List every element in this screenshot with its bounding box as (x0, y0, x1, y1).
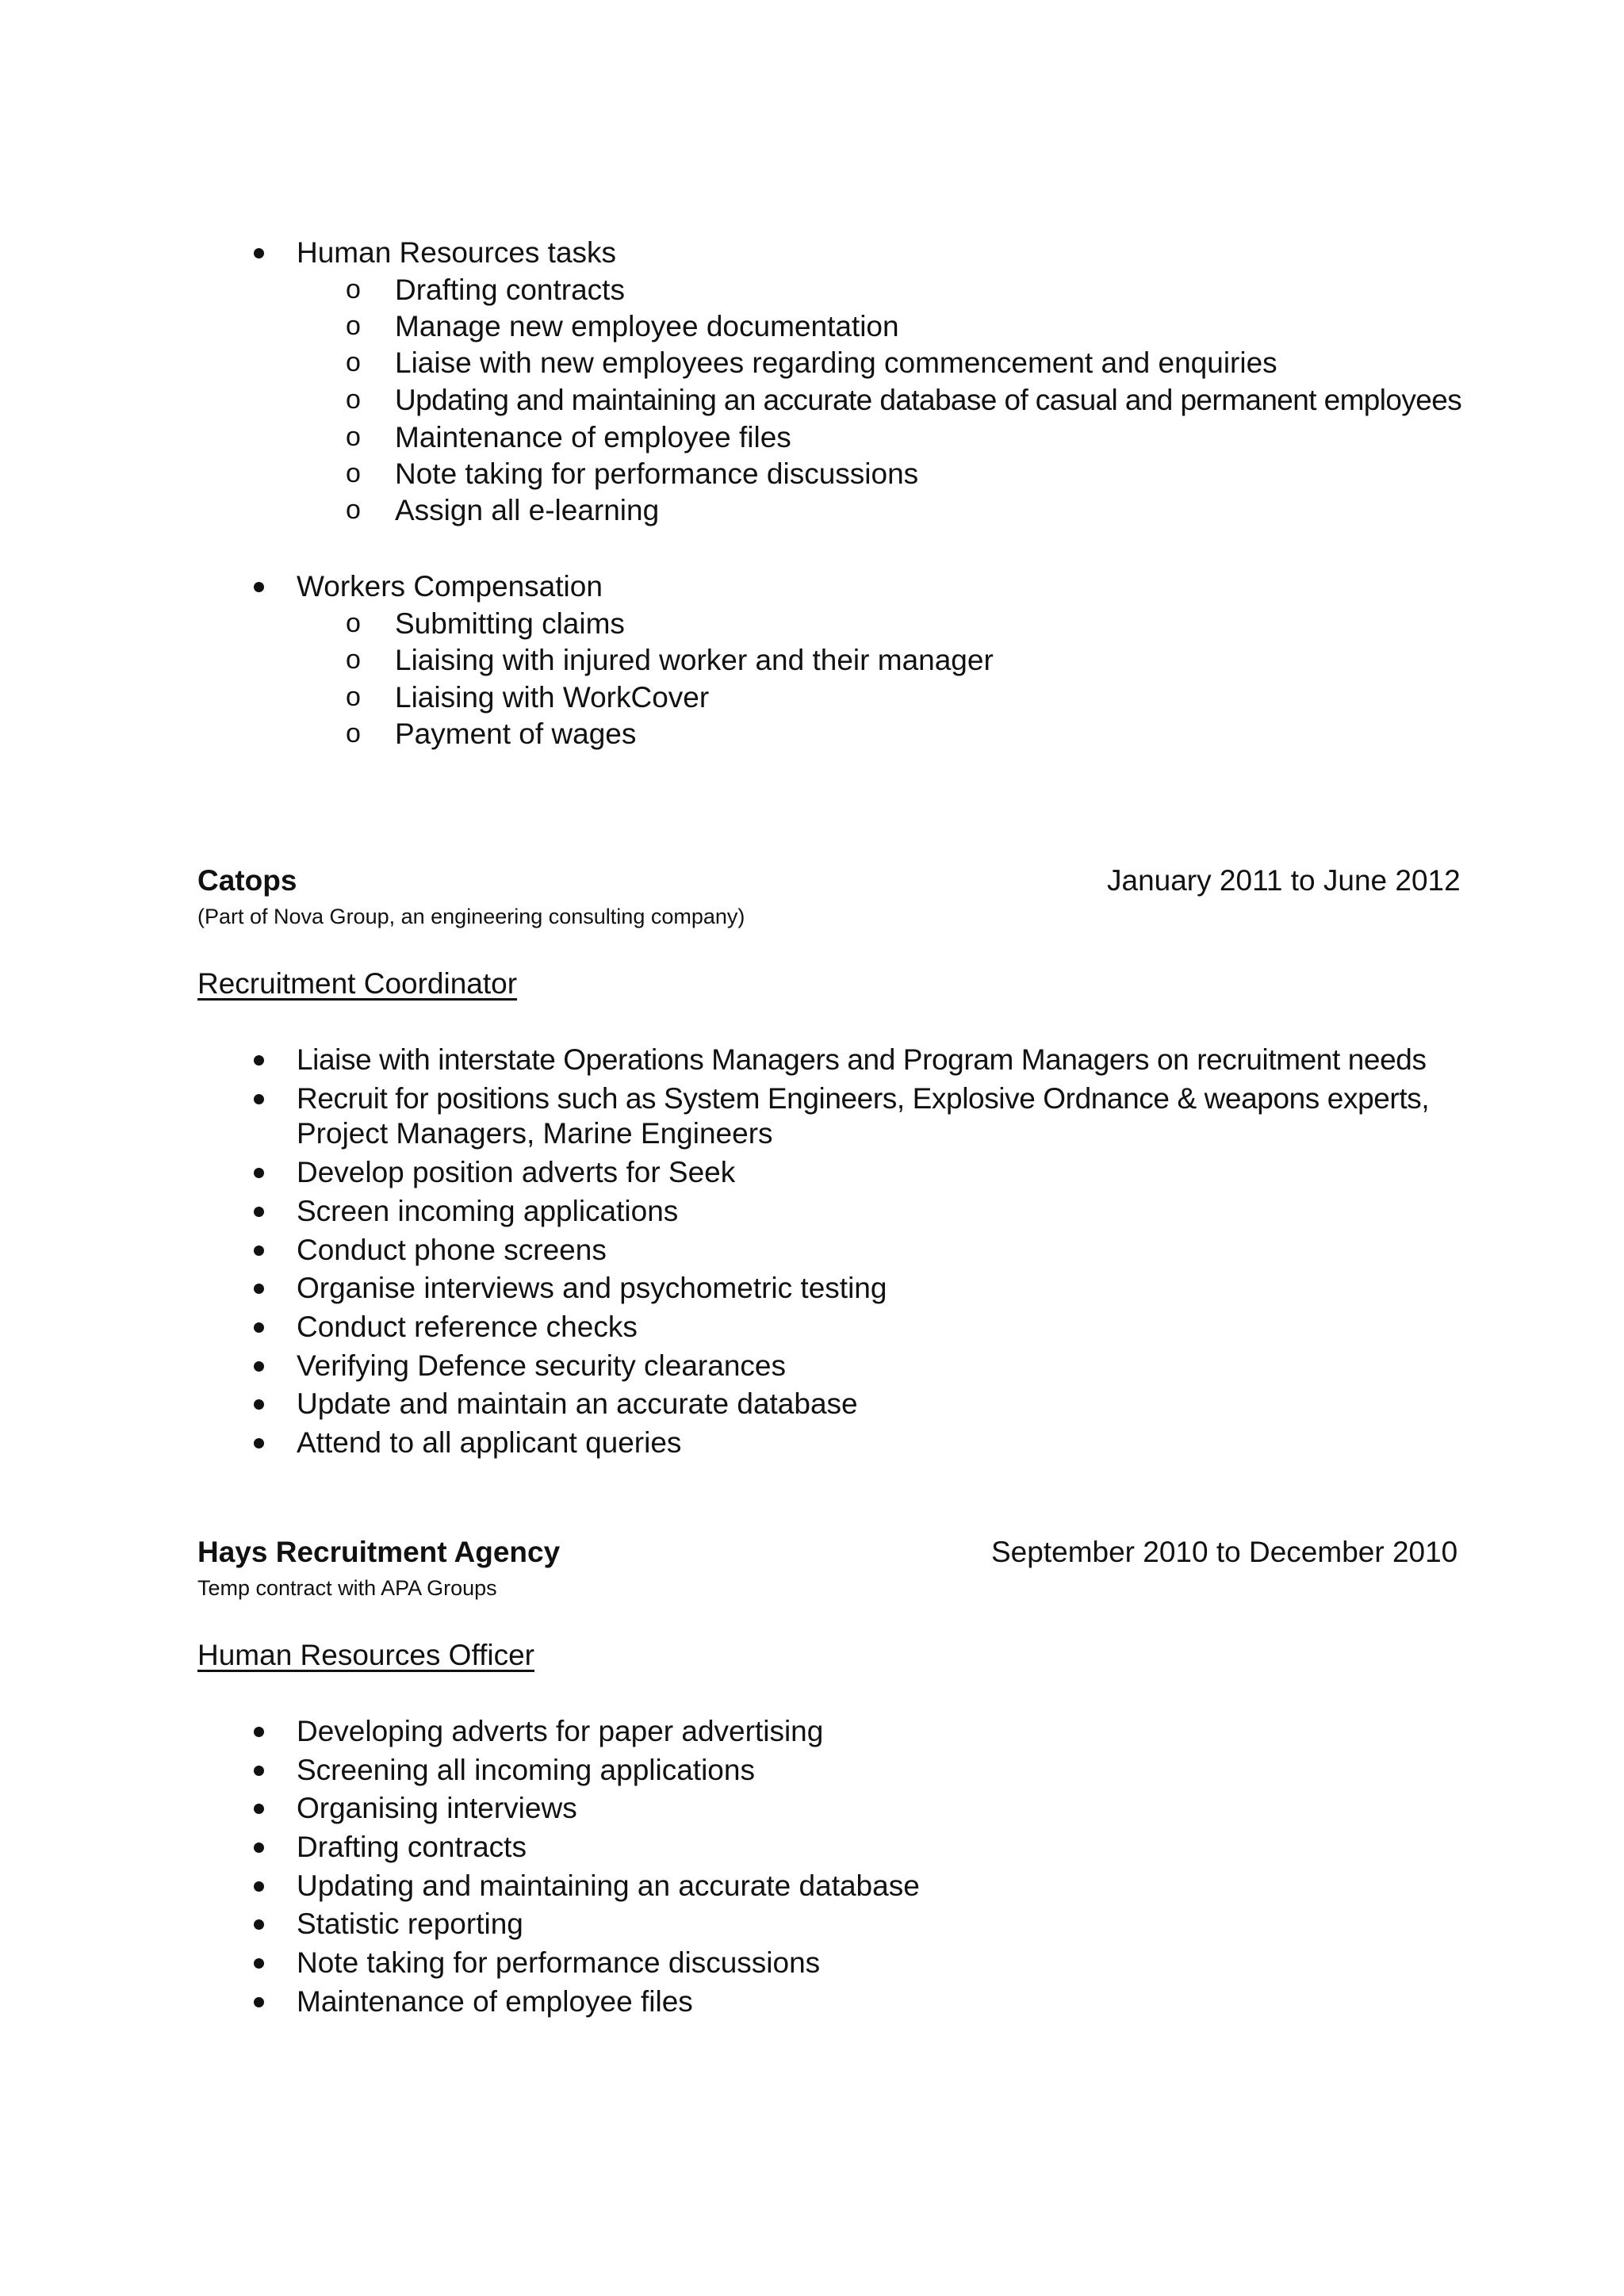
hays-duty: Statistic reporting (297, 1908, 523, 1940)
catops-duty: Conduct phone screens (297, 1234, 607, 1266)
workers-comp-item: Liaising with WorkCover (395, 681, 710, 714)
catops-company-name: Catops (197, 864, 297, 897)
sub-bullet-icon: o (346, 274, 361, 304)
bullet-icon (254, 1168, 264, 1178)
workers-comp-item: Payment of wages (395, 718, 637, 750)
bullet-icon (254, 1322, 264, 1333)
hays-duty: Updating and maintaining an accurate database (297, 1869, 920, 1902)
bullet-icon (254, 1284, 264, 1294)
hays-duty: Note taking for performance discussions (297, 1946, 821, 1979)
catops-duty: Attend to all applicant queries (297, 1426, 682, 1459)
workers-comp-title: Workers Compensation (297, 570, 603, 603)
bullet-icon (254, 248, 264, 258)
bullet-icon (254, 1843, 264, 1853)
bullet-icon (254, 1997, 264, 2007)
bullet-icon (254, 1438, 264, 1448)
catops-role-title: Recruitment Coordinator (197, 967, 518, 1000)
hr-task-item: Note taking for performance discussions (395, 457, 919, 490)
workers-comp-item: Submitting claims (395, 607, 625, 640)
bullet-icon (254, 1919, 264, 1930)
hr-task-item: Drafting contracts (395, 274, 625, 306)
sub-bullet-icon: o (346, 458, 361, 488)
hr-task-item: Assign all e-learning (395, 494, 660, 526)
hays-company-note: Temp contract with APA Groups (197, 1576, 497, 1600)
bullet-icon (254, 1804, 264, 1814)
catops-company-note: (Part of Nova Group, an engineering consulting company) (197, 905, 745, 928)
catops-duty: Verifying Defence security clearances (297, 1349, 786, 1382)
sub-bullet-icon: o (346, 682, 361, 712)
bullet-icon (254, 1958, 264, 1969)
catops-duty: Screen incoming applications (297, 1195, 679, 1227)
catops-duty: Liaise with interstate Operations Managers and Program Managers on recruitment needs (297, 1043, 1427, 1076)
bullet-icon (254, 1361, 264, 1372)
hays-company-name: Hays Recruitment Agency (197, 1536, 561, 1568)
hays-role-title: Human Resources Officer (197, 1639, 534, 1671)
bullet-icon (254, 1766, 264, 1776)
sub-bullet-icon: o (346, 311, 361, 341)
hays-duty: Organising interviews (297, 1792, 577, 1824)
hays-duty: Screening all incoming applications (297, 1754, 755, 1786)
hr-task-item: Updating and maintaining an accurate database of casual and permanent employees (395, 384, 1462, 416)
sub-bullet-icon: o (346, 495, 361, 525)
catops-duty: Conduct reference checks (297, 1311, 638, 1343)
workers-comp-item: Liaising with injured worker and their manager (395, 644, 994, 676)
bullet-icon (254, 582, 264, 592)
bullet-icon (254, 1246, 264, 1256)
sub-bullet-icon: o (346, 422, 361, 452)
catops-duty: Update and maintain an accurate database (297, 1387, 858, 1420)
catops-duty: Recruit for positions such as System Engineers, Explosive Ordnance & weapons experts, (297, 1082, 1430, 1115)
bullet-icon (254, 1094, 264, 1104)
bullet-icon (254, 1399, 264, 1410)
hr-task-item: Liaise with new employees regarding commencement and enquiries (395, 346, 1277, 379)
bullet-icon (254, 1055, 264, 1066)
hr-tasks-title: Human Resources tasks (297, 236, 617, 269)
sub-bullet-icon: o (346, 608, 361, 638)
sub-bullet-icon: o (346, 718, 361, 748)
sub-bullet-icon: o (346, 385, 361, 415)
hays-duty: Developing adverts for paper advertising (297, 1715, 824, 1747)
hr-task-item: Manage new employee documentation (395, 310, 899, 342)
sub-bullet-icon: o (346, 645, 361, 675)
hr-task-item: Maintenance of employee files (395, 421, 791, 453)
sub-bullet-icon: o (346, 347, 361, 377)
bullet-icon (254, 1881, 264, 1892)
hays-duty: Drafting contracts (297, 1831, 527, 1863)
bullet-icon (254, 1207, 264, 1217)
bullet-icon (254, 1727, 264, 1737)
hays-duty: Maintenance of employee files (297, 1985, 693, 2018)
catops-duty: Organise interviews and psychometric testing (297, 1272, 887, 1304)
hays-dates: September 2010 to December 2010 (991, 1536, 1458, 1568)
catops-dates: January 2011 to June 2012 (1107, 864, 1461, 897)
catops-duty-continued: Project Managers, Marine Engineers (297, 1117, 773, 1150)
catops-duty: Develop position adverts for Seek (297, 1156, 736, 1188)
